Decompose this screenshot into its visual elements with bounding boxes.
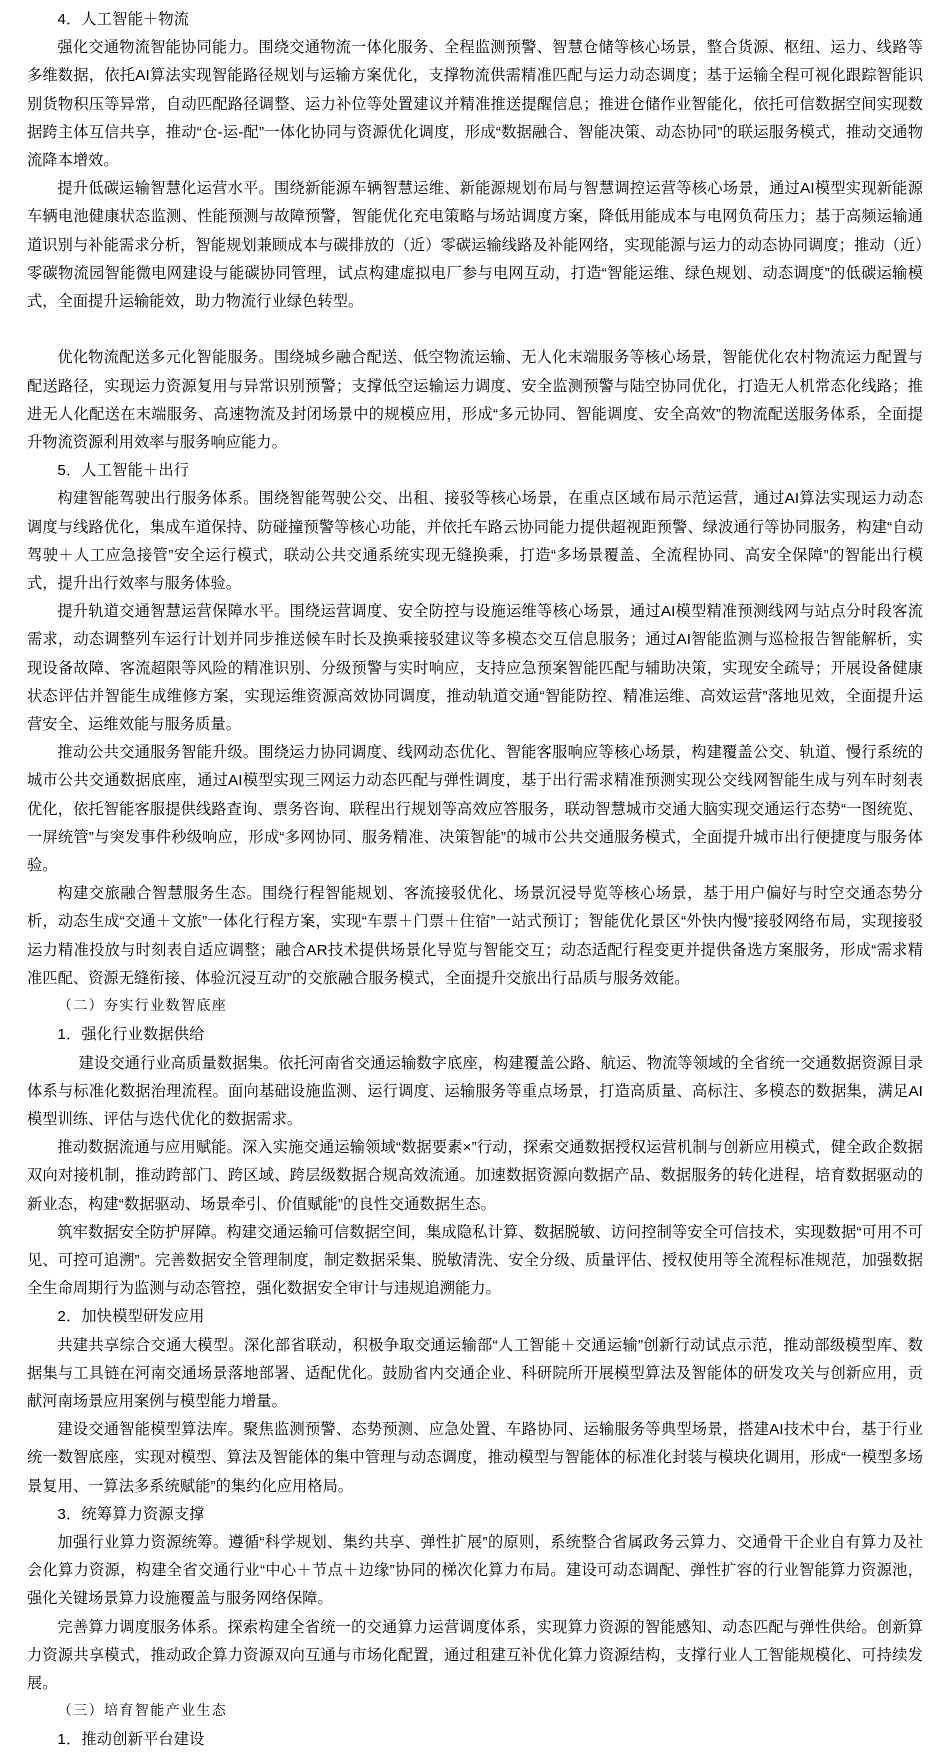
section-subheading: 4．人工智能＋物流 [57, 11, 190, 28]
body-paragraph: 构建智能驾驶出行服务体系。围绕智能驾驶公交、出租、接驳等核心场景，在重点区域布局示范运营，通过AI算法实现运力动态调度与线路优化，集成车道保持、防碰撞预警等核心功能，并依托车路云协同能力提供超视距预警、绿波通行等协同服务，构建“自动驾驶＋人工应急接管”安全运行模式，联动公共交通系统实现无缝换乘，打造“多场景覆盖、全流程协同、高安全保障”的智能出行模式，提升出行效率与服务体验。 [27, 490, 923, 593]
body-paragraph: 提升轨道交通智慧运营保障水平。围绕运营调度、安全防控与设施运维等核心场景，通过AI模型精准预测线网与站点分时段客流需求，动态调整列车运行计划并同步推送候车时长及换乘接驳建议等多模态交互信息服务；通过AI智能监测与巡检报告智能解析，实现设备故障、客流超限等风险的精准识别、分级预警与实时响应，支持应急预案智能匹配与辅助决策，实现安全疏导；开展设备健康状态评估并智能生成维修方案，实现运维资源高效协同调度，推动轨道交通“智能防控、精准运维、高效运营”落地见效，全面提升运营安全、运维效能与服务质量。 [27, 603, 923, 734]
body-paragraph: 提升低碳运输智慧化运营水平。围绕新能源车辆智慧运维、新能源规划布局与智慧调控运营等核心场景，通过AI模型实现新能源车辆电池健康状态监测、性能预测与故障预警，智能优化充电策略与场站调度方案，降低用能成本与电网负荷压力；基于高频运输通道识别与补能需求分析，智能规划兼顾成本与碳排放的（近）零碳运输线路及补能网络，实现能源与运力的动态协同调度；推动（近）零碳物流园智能微电网建设与能碳协同管理，试点构建虚拟电厂参与电网互动，打造“智能运维、绿色规划、动态调度”的低碳运输模式，全面提升运输能效，助力物流行业绿色转型。 [27, 180, 923, 311]
body-paragraph: 加强行业算力资源统筹。遵循“科学规划、集约共享、弹性扩展”的原则，系统整合省属政务云算力、交通骨干企业自有算力及社会化算力资源，构建全省交通行业“中心＋节点＋边缘”协同的梯次化算力布局。建设可动态调配、弹性扩容的行业智能算力资源池，强化关键场景算力设施覆盖与服务网络保障。 [27, 1533, 923, 1608]
document-body [27, 6, 923, 1755]
section-subheading: 5．人工智能＋出行 [57, 462, 190, 480]
section-subheading: 1．强化行业数据供给 [57, 1026, 205, 1044]
section-subheading: 2．加快模型研发应用 [57, 1308, 205, 1326]
body-paragraph: 完善算力调度服务体系。探索构建全省统一的交通算力运营调度体系，实现算力资源的智能感知、动态匹配与弹性供给。创新算力资源共享模式，推动政企算力资源双向互通与市场化配置，通过租建互补优化算力资源结构，支撑行业人工智能规模化、可持续发展。 [27, 1618, 923, 1692]
section-heading: （二）夯实行业数智底座 [57, 999, 228, 1015]
section-subheading: 3．统筹算力资源支撑 [57, 1505, 205, 1523]
body-paragraph: 推动数据流通与应用赋能。深入实施交通运输领域“数据要素×”行动，探索交通数据授权运营机制与创新应用模式，健全政企数据双向对接机制，推动跨部门、跨区域、跨层级数据合规高效流通。加速数据资源向数据产品、数据服务的转化进程，培育数据驱动的新业态，构建“数据驱动、场景牵引、价值赋能”的良性交通数据生态。 [27, 1139, 923, 1213]
body-paragraph: 推动公共交通服务智能升级。围绕运力协同调度、线网动态优化、智能客服响应等核心场景，构建覆盖公交、轨道、慢行系统的城市公共交通数据底座，通过AI模型实现三网运力动态匹配与弹性调度，基于出行需求精准预测实现公交线网智能生成与列车时刻表优化，依托智能客服提供线路查询、票务咨询、联程出行规划等高效应答服务，联动智慧城市交通大脑实现交通运行态势“一图统览、一屏统管”与突发事件秒级响应，形成“多网协同、服务精准、决策智能”的城市公共交通服务模式，全面提升城市出行便捷度与服务体验。 [27, 744, 923, 875]
body-paragraph: 优化物流配送多元化智能服务。围绕城乡融合配送、低空物流运输、无人化末端服务等核心场景，智能优化农村物流运力配置与配送路径，实现运力资源复用与异常识别预警；支撑低空运输运力调度、安全监测预警与陆空协同优化，打造无人机常态化线路；推进无人化配送在末端服务、高速物流及封闭场景中的规模应用，形成“多元协同、智能调度、安全高效”的物流配送服务体系，全面提升物流资源利用效率与服务响应能力。 [27, 349, 923, 452]
body-paragraph: 共建共享综合交通大模型。深化部省联动，积极争取交通运输部“人工智能＋交通运输”创新行动试点示范，推动部级模型库、数据集与工具链在河南交通场景落地部署、适配优化。鼓励省内交通企业、科研院所开展模型算法及智能体的研发攻关与创新应用，贡献河南场景应用案例与模型能力增量。 [27, 1336, 923, 1410]
blank-line [27, 316, 923, 344]
body-paragraph: 强化交通物流智能协同能力。围绕交通物流一体化服务、全程监测预警、智慧仓储等核心场景，整合货源、枢纽、运力、线路等多维数据，依托AI算法实现智能路径规划与运输方案优化，支撑物流供需精准匹配与运力动态调度；基于运输全程可视化跟踪智能识别货物积压等异常，自动匹配路径调整、运力补位等处置建议并精准推送提醒信息；推进仓储作业智能化，依托可信数据空间实现数据跨主体互信共享，推动“仓‑运‑配”一体化协同与资源优化调度，形成“数据融合、智能决策、动态协同”的联运服务模式，推动交通物流降本增效。 [27, 39, 923, 170]
body-paragraph: 筑牢数据安全防护屏障。构建交通运输可信数据空间，集成隐私计算、数据脱敏、访问控制等安全可信技术，实现数据“可用不可见、可控可追溯”。完善数据安全管理制度，制定数据采集、脱敏清洗、安全分级、质量评估、授权使用等全流程标准规范，加强数据全生命周期行为监测与动态管控，强化数据安全审计与违规追溯能力。 [27, 1223, 923, 1298]
section-subheading: 1．推动创新平台建设 [57, 1731, 205, 1749]
body-paragraph: 建设交通智能模型算法库。聚焦监测预警、态势预测、应急处置、车路协同、运输服务等典型场景，搭建AI技术中台，基于行业统一数智底座，实现对模型、算法及智能体的集中管理与动态调度，推动模型与智能体的标准化封装与模块化调用，形成“一模型多场景复用、一算法多系统赋能”的集约化应用格局。 [27, 1421, 923, 1495]
section-heading: （三）培育智能产业生态 [57, 1704, 228, 1720]
body-paragraph: 建设交通行业高质量数据集。依托河南省交通运输数字底座，构建覆盖公路、航运、物流等领域的全省统一交通数据资源目录体系与标准化数据治理流程。面向基础设施监测、运行调度、运输服务等重点场景，打造高质量、高标注、多模态的数据集，满足AI模型训练、评估与迭代优化的数据需求。 [27, 1054, 923, 1128]
body-paragraph: 构建交旅融合智慧服务生态。围绕行程智能规划、客流接驳优化、场景沉浸导览等核心场景，基于用户偏好与时空交通态势分析，动态生成“交通＋文旅”一体化行程方案，实现“车票＋门票＋住宿”一站式预订；智能优化景区“外快内慢”接驳网络布局，实现接驳运力精准投放与时刻表自适应调整；融合AR技术提供场景化导览与智能交互；动态适配行程变更并提供备选方案服务，形成“需求精准匹配、资源无缝衔接、体验沉浸互动”的交旅融合服务模式，全面提升交旅出行品质与服务效能。 [27, 885, 923, 987]
